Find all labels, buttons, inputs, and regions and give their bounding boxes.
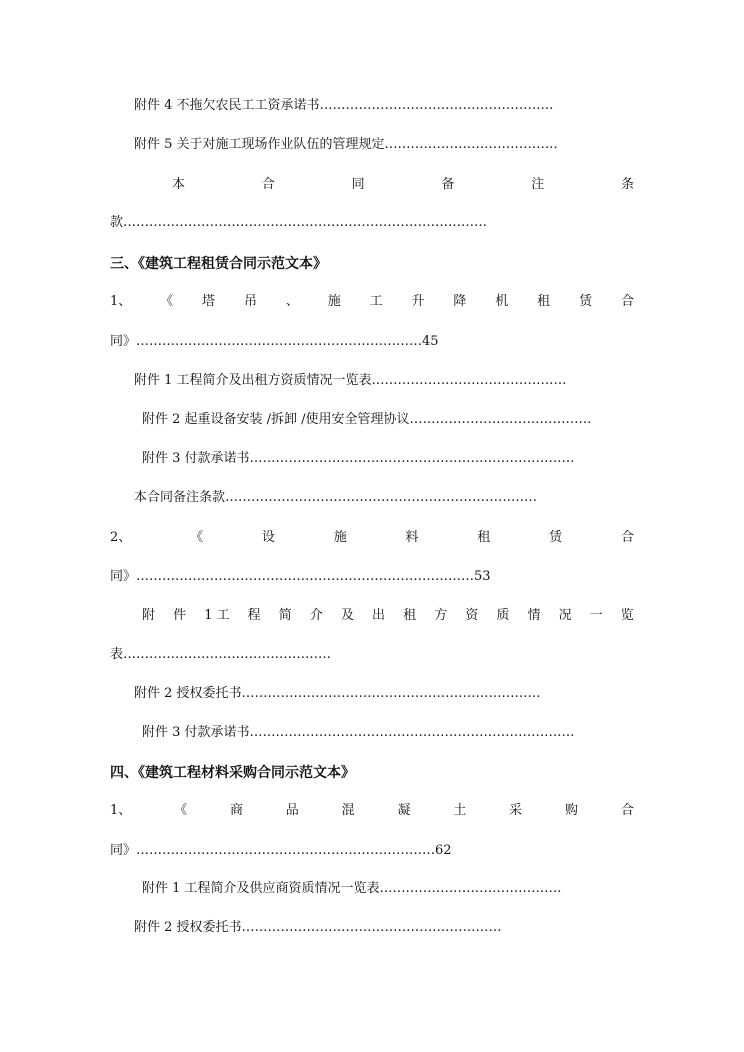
char: 本 (172, 177, 186, 192)
toc-line-contract-3-1-cont: 同》…………………………………………………………45 (110, 334, 439, 349)
char: 购 (565, 803, 579, 818)
char: 《 (190, 530, 204, 545)
char: 1、 (110, 294, 132, 309)
char: 同 (351, 177, 365, 192)
char: 1 工 (204, 608, 230, 623)
char: 品 (285, 803, 299, 818)
char: 租 (537, 294, 551, 309)
char: 条 (620, 177, 634, 192)
toc-line-contract-3-1 (110, 293, 634, 311)
char: 合 (620, 294, 634, 309)
char: 一 (589, 608, 603, 623)
section-heading-4: 四、《建筑工程材料采购合同示范文本》 (110, 765, 355, 781)
char: 租 (403, 608, 417, 623)
char: 件 (173, 608, 187, 623)
toc-line-remark-cont: 款………………………………………………………………………… (110, 215, 487, 230)
char: 赁 (579, 294, 593, 309)
toc-line-remark-spread (172, 176, 634, 194)
char: 方 (434, 608, 448, 623)
toc-line-contract-4-1 (110, 802, 634, 820)
char: 吊 (243, 294, 257, 309)
char: 合 (261, 177, 275, 192)
char: 简 (278, 608, 292, 623)
toc-line-contract-3-2 (110, 529, 634, 547)
char: 工 (369, 294, 383, 309)
char: 备 (441, 177, 455, 192)
toc-line-contract-4-1-cont: 同》……………………………………………………………62 (110, 843, 452, 858)
toc-line-4-1-attachment-2: 附件 2 授权委托书…………………………………………………… (134, 920, 502, 935)
char: 1、 (110, 803, 132, 818)
char: 机 (495, 294, 509, 309)
toc-line-3-2-attachment-2: 附件 2 授权委托书…………………………………………………………… (134, 686, 541, 701)
section-heading-3: 三、《建筑工程租赁合同示范文本》 (110, 256, 327, 272)
char: 附 (142, 608, 156, 623)
char: 设 (261, 530, 275, 545)
toc-line-3-1-remark: 本合同备注条款……………………………………………………………… (134, 490, 538, 505)
char: 注 (531, 177, 545, 192)
toc-line-attachment-5: 附件 5 关于对施工现场作业队伍的管理规定…………………………………． (134, 137, 567, 152)
char: 《 (160, 294, 174, 309)
toc-line-3-2-attachment-3: 附件 3 付款承诺书………………………………………………………………… (142, 725, 575, 740)
char: 凝 (397, 803, 411, 818)
char: 及 (340, 608, 354, 623)
char: 施 (333, 530, 347, 545)
char: 览 (620, 608, 634, 623)
char: 商 (229, 803, 243, 818)
char: 降 (453, 294, 467, 309)
char: 《 (174, 803, 188, 818)
char: 程 (247, 608, 261, 623)
char: 资 (465, 608, 479, 623)
char: 塔 (202, 294, 216, 309)
char: 混 (341, 803, 355, 818)
char: 料 (405, 530, 419, 545)
char: 、 (285, 294, 299, 309)
char: 施 (327, 294, 341, 309)
char: 况 (558, 608, 572, 623)
char: 合 (620, 803, 634, 818)
toc-line-3-1-attachment-1: 附件 1 工程简介及出租方资质情况一览表……………………………………… (134, 373, 567, 388)
char: 出 (372, 608, 386, 623)
char: 质 (496, 608, 510, 623)
char: 情 (527, 608, 541, 623)
toc-line-4-1-attachment-1: 附件 1 工程简介及供应商资质情况一览表…………………………………… (142, 881, 562, 896)
toc-line-attachment-4: 附件 4 不拖欠农民工工资承诺书……………………………………………… (134, 98, 554, 113)
char: 租 (477, 530, 491, 545)
char: 升 (411, 294, 425, 309)
char: 采 (509, 803, 523, 818)
char: 土 (453, 803, 467, 818)
char: 2、 (110, 530, 132, 545)
toc-line-contract-3-2-cont: 同》……………………………………………………………………53 (110, 569, 491, 584)
toc-line-3-2-attachment-1-cont: 表………………………………………… (110, 647, 332, 662)
char: 介 (309, 608, 323, 623)
char: 赁 (549, 530, 563, 545)
char: 合 (620, 530, 634, 545)
toc-line-3-2-attachment-1 (142, 607, 634, 625)
toc-line-3-1-attachment-2: 附件 2 起重设备安装 /拆卸 /使用安全管理协议…………………………………… (142, 412, 592, 427)
toc-line-3-1-attachment-3: 附件 3 付款承诺书………………………………………………………………… (142, 451, 575, 466)
